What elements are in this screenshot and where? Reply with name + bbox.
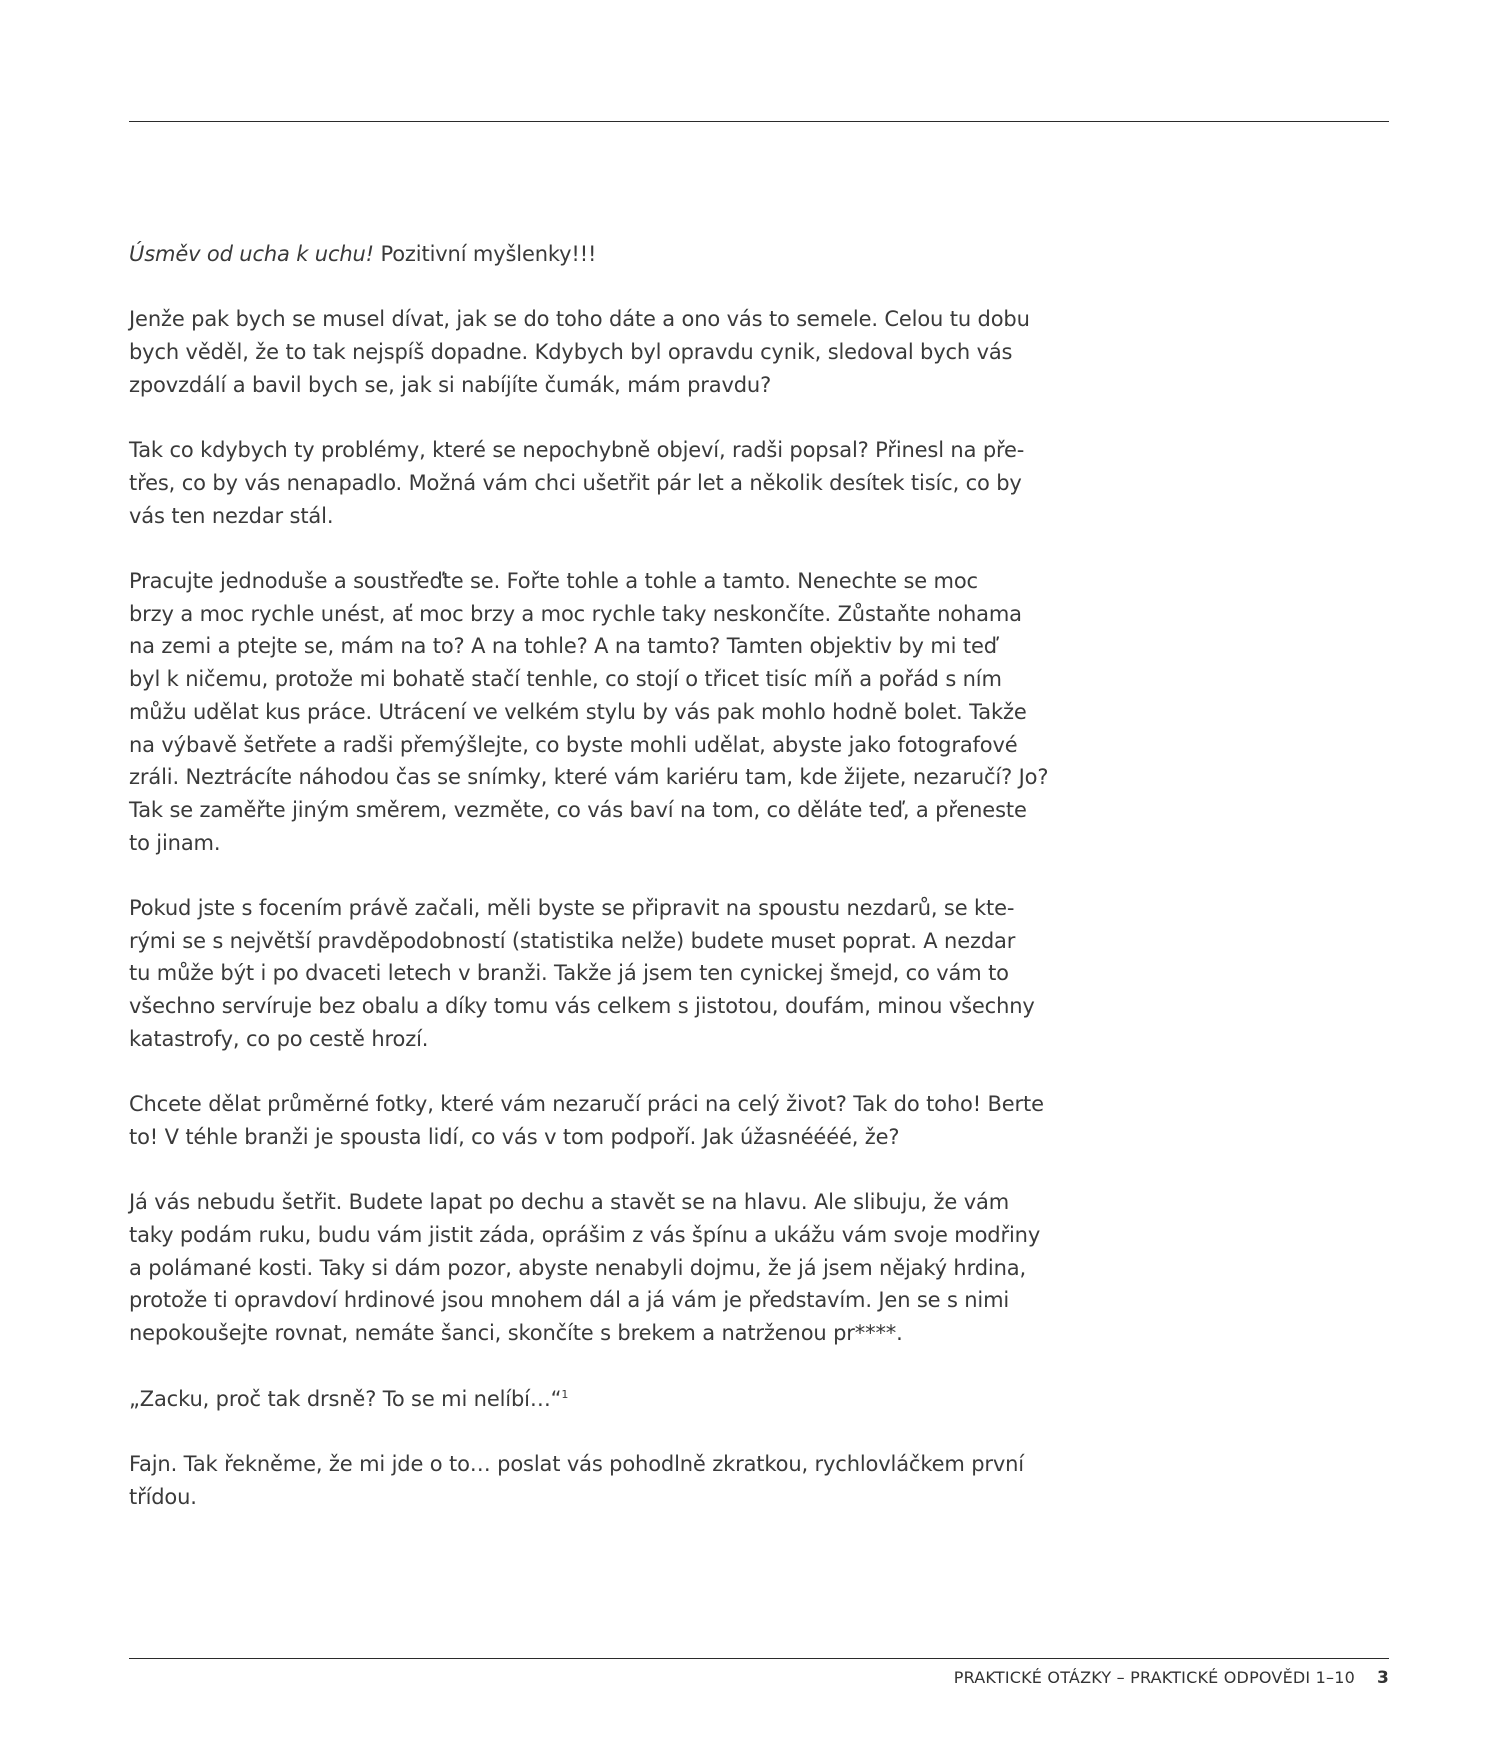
text-line: třes, co by vás nenapadlo. Možná vám chci ušetřit pár let a několik desítek tisíc, co by	[129, 470, 1022, 495]
page-footer	[954, 1668, 1389, 1688]
text-line: Tak co kdybych ty problémy, které se nepochybně objeví, radši popsal? Přinesl na pře-	[129, 438, 1025, 463]
text-line: protože ti opravdoví hrdinové jsou mnohem dál a já vám je představím. Jen se s nimi	[129, 1288, 1010, 1313]
text-line: Fajn. Tak řekněme, že mi jde o to… poslat vás pohodlně zkratkou, rychlovláčkem první	[129, 1451, 1024, 1476]
text-line: můžu udělat kus práce. Utrácení ve velkém stylu by vás pak mohlo hodně bolet. Takže	[129, 699, 1027, 724]
footnote-marker: 1	[561, 1387, 569, 1401]
text-line: třídou.	[129, 1484, 197, 1509]
text-line: katastrofy, co po cestě hrozí.	[129, 1026, 429, 1051]
paragraph-3	[129, 434, 1069, 532]
text-line: Já vás nebudu šetřit. Budete lapat po dechu a stavět se na hlavu. Ale slibuju, že vám	[129, 1190, 1010, 1215]
paragraph-text: Pozitivní myšlenky!!!	[373, 242, 597, 266]
text-line: na výbavě šetřete a radši přemýšlejte, co byste mohli udělat, abyste jako fotografové	[129, 732, 1018, 757]
paragraph-2	[129, 303, 1069, 401]
paragraph-9	[129, 1448, 1069, 1513]
footer-rule	[129, 1658, 1389, 1659]
body-text	[129, 238, 1069, 1546]
paragraph-4	[129, 565, 1069, 859]
text-line: Pokud jste s focením právě začali, měli byste se připravit na spoustu nezdarů, se kte-	[129, 896, 1015, 920]
text-line: byl k ničemu, protože mi bohatě stačí tenhle, co stojí o třicet tisíc míň a pořád s ním	[129, 667, 1002, 692]
text-line: tu může být i po dvaceti letech v branži. Takže já jsem ten cynickej šmejd, co vám to	[129, 961, 1009, 986]
paragraph-6	[129, 1088, 1069, 1153]
paragraph-1	[129, 238, 1069, 271]
text-line: bych věděl, že to tak nejspíš dopadne. Kdybych byl opravdu cynik, sledoval bych vás	[129, 340, 1013, 365]
paragraph-7	[129, 1186, 1069, 1350]
running-head: PRAKTICKÉ OTÁZKY – PRAKTICKÉ ODPOVĚDI 1–10	[953, 1668, 1355, 1687]
text-line: Pracujte jednoduše a soustřeďte se. Fořte tohle a tohle a tamto. Nenechte se moc	[129, 568, 978, 593]
text-line: zráli. Neztrácíte náhodou čas se snímky, které vám kariéru tam, kde žijete, nezaručí? Jo?	[129, 765, 1049, 790]
text-line: nepokoušejte rovnat, nemáte šanci, skončíte s brekem a natrženou pr****.	[129, 1321, 903, 1346]
italic-exclamation: Úsměv od ucha k uchu!	[129, 242, 374, 266]
text-line: Jenže pak bych se musel dívat, jak se do toho dáte a ono vás to semele. Celou tu dobu	[129, 307, 1030, 332]
text-line: rými se s největší pravděpodobností (statistika nelže) budete muset poprat. A nezdar	[129, 928, 1016, 953]
paragraph-8-quote	[129, 1383, 1069, 1416]
text-line: na zemi a ptejte se, mám na to? A na tohle? A na tamto? Tamten objektiv by mi teď	[129, 634, 997, 659]
text-line: Tak se zaměřte jiným směrem, vezměte, co vás baví na tom, co děláte teď, a přeneste	[129, 797, 1027, 822]
page-number: 3	[1376, 1668, 1389, 1688]
text-line: a polámané kosti. Taky si dám pozor, abyste nenabyli dojmu, že já jsem nějaký hrdina,	[129, 1255, 1026, 1280]
text-line: to jinam.	[129, 830, 221, 855]
text-line: to! V téhle branži je spousta lidí, co vás v tom podpoří. Jak úžasnéééé, že?	[129, 1124, 900, 1149]
text-line: brzy a moc rychle unést, ať moc brzy a moc rychle taky neskončíte. Zůstaňte nohama	[129, 601, 1022, 626]
quote-text: „Zacku, proč tak drsně? To se mi nelíbí…“	[129, 1386, 562, 1411]
text-line: vás ten nezdar stál.	[129, 503, 334, 528]
header-rule	[129, 121, 1389, 122]
text-line: všechno servíruje bez obalu a díky tomu vás celkem s jistotou, doufám, minou všechny	[129, 994, 1035, 1019]
text-line: zpovzdálí a bavil bych se, jak si nabíjíte čumák, mám pravdu?	[129, 372, 772, 397]
text-line: taky podám ruku, budu vám jistit záda, oprášim z vás špínu a ukážu vám svoje modřiny	[129, 1223, 1041, 1247]
paragraph-5	[129, 892, 1069, 1056]
text-line: Chcete dělat průměrné fotky, které vám nezaručí práci na celý život? Tak do toho! Berte	[129, 1092, 1044, 1117]
